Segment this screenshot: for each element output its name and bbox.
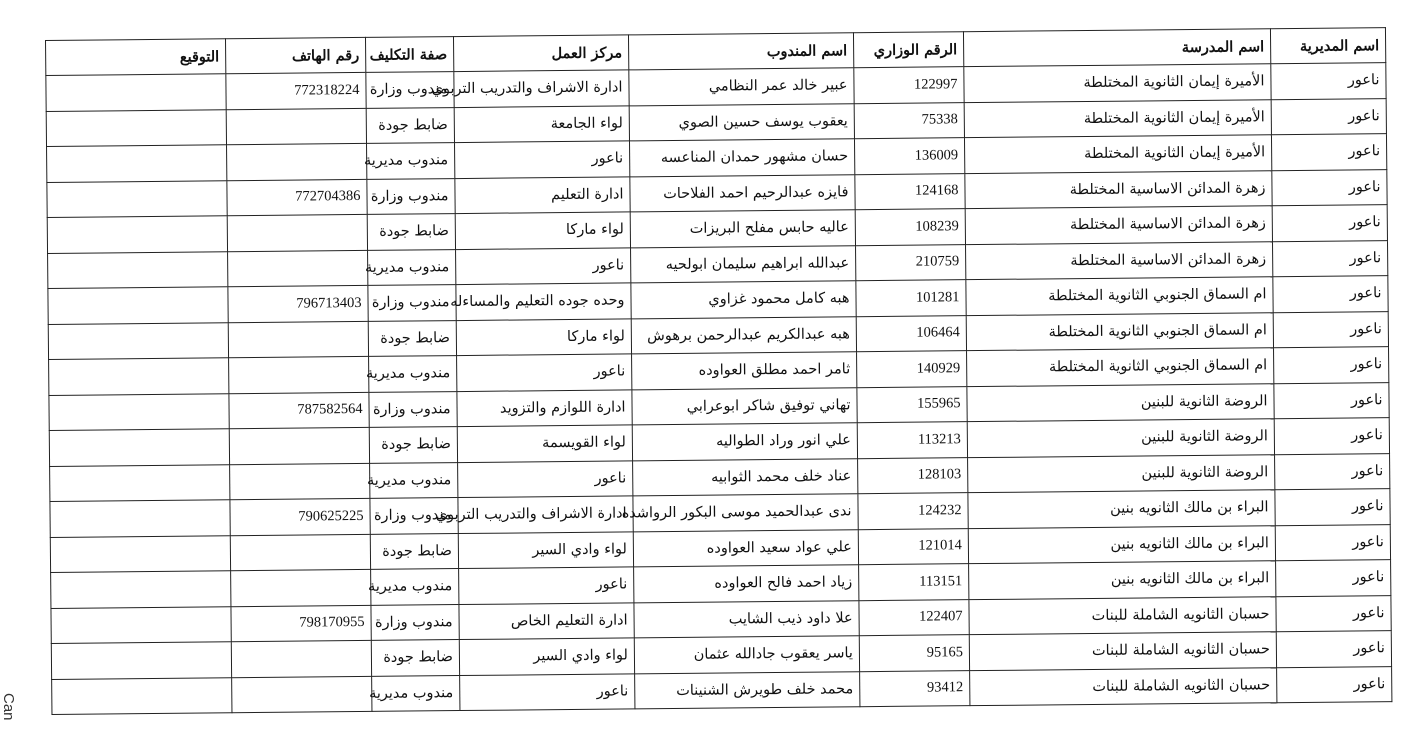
cell-school: البراء بن مالك الثانويه بنين (969, 561, 1276, 599)
cell-signature (49, 358, 229, 395)
cell-phone (227, 214, 367, 251)
cell-phone (228, 250, 368, 287)
cell-work-center: لواء الجامعة (454, 105, 629, 142)
cell-delegate: حسان مشهور حمدان المناعسه (629, 139, 854, 177)
cell-signature (49, 393, 229, 430)
cell-assignment: مندوب مديرية (372, 675, 460, 711)
cell-ministry-number: 101281 (856, 280, 966, 317)
cell-delegate: علي عواد سعيد العواوده (633, 529, 858, 567)
cell-school: حسبان الثانويه الشاملة للبنات (969, 596, 1276, 634)
cell-ministry-number: 121014 (858, 528, 968, 565)
cell-work-center: لواء وادي السير (459, 638, 634, 675)
cell-school: الأميرة إيمان الثانوية المختلطة (964, 99, 1271, 137)
cell-school: زهرة المدائن الاساسية المختلطة (965, 170, 1272, 208)
cell-directorate: ناعور (1274, 347, 1389, 384)
cell-delegate: علا داود ذيب الشايب (634, 600, 859, 638)
cell-assignment: ضابط جودة (366, 107, 454, 143)
cell-ministry-number: 108239 (855, 209, 965, 246)
cell-signature (47, 216, 227, 253)
header-assignment: صفة التكليف (365, 37, 453, 73)
cell-directorate: ناعور (1275, 489, 1390, 526)
cell-delegate: ثامر احمد مطلق العواوده (632, 352, 857, 390)
cell-signature (46, 74, 226, 111)
cell-directorate: ناعور (1272, 205, 1387, 242)
cell-assignment: مندوب مديرية (368, 249, 456, 285)
cell-signature (51, 571, 231, 608)
cell-signature (52, 677, 232, 714)
cell-directorate: ناعور (1271, 134, 1386, 171)
cell-directorate: ناعور (1273, 276, 1388, 313)
cell-signature (50, 464, 230, 501)
cell-delegate: عاليه حابس مفلح البريزات (630, 210, 855, 248)
cell-signature (51, 606, 231, 643)
table-body (46, 63, 1392, 715)
cell-phone (226, 108, 366, 145)
cell-phone (227, 143, 367, 180)
cell-assignment: مندوب مديرية (371, 569, 459, 605)
cell-work-center: ناعور (459, 567, 634, 604)
cell-signature (50, 535, 230, 572)
scanner-watermark: Can (0, 693, 17, 721)
cell-phone: 796713403 (228, 285, 368, 322)
cell-work-center: ناعور (456, 247, 631, 284)
cell-signature (48, 287, 228, 324)
cell-assignment: مندوب وزارة (368, 285, 456, 321)
cell-phone (230, 534, 370, 571)
cell-signature (47, 145, 227, 182)
cell-delegate: يعقوب يوسف حسين الصوي (629, 103, 854, 141)
cell-work-center: ناعور (457, 354, 632, 391)
cell-phone: 772318224 (226, 72, 366, 109)
cell-ministry-number: 106464 (856, 315, 966, 352)
cell-work-center: ادارة اللوازم والتزويد (457, 389, 632, 426)
cell-signature (48, 251, 228, 288)
cell-phone: 790625225 (230, 498, 370, 535)
cell-assignment: مندوب مديرية (369, 356, 457, 392)
cell-school: زهرة المدائن الاساسية المختلطة (966, 241, 1273, 279)
cell-work-center: ادارة التعليم الخاص (459, 602, 634, 639)
header-ministry-number: الرقم الوزاري (853, 32, 963, 68)
cell-school: حسبان الثانويه الشاملة للبنات (969, 632, 1276, 670)
cell-directorate: ناعور (1271, 63, 1386, 100)
cell-ministry-number: 75338 (854, 102, 964, 139)
cell-phone (231, 569, 371, 606)
cell-work-center: ادارة الاشراف والتدريب التربوي (454, 70, 629, 107)
cell-delegate: تهاني توفيق شاكر ابوعرابي (632, 387, 857, 425)
cell-ministry-number: 95165 (859, 635, 969, 672)
cell-ministry-number: 122997 (854, 67, 964, 104)
cell-delegate: محمد خلف طويرش الشنينات (635, 671, 860, 709)
cell-delegate: عناد خلف محمد الثوابيه (633, 458, 858, 496)
cell-school: الروضة الثانوية للبنين (967, 419, 1274, 457)
cell-phone (228, 321, 368, 358)
cell-directorate: ناعور (1273, 311, 1388, 348)
cell-signature (48, 322, 228, 359)
cell-school: البراء بن مالك الثانويه بنين (968, 490, 1275, 528)
cell-delegate: ندى عبدالحميد موسى البكور الرواشده (633, 494, 858, 532)
cell-school: حسبان الثانويه الشاملة للبنات (970, 667, 1277, 705)
cell-delegate: هبه عبدالكريم عبدالرحمن برهوش (631, 316, 856, 354)
cell-ministry-number: 155965 (857, 386, 967, 423)
cell-work-center: لواء وادي السير (458, 531, 633, 568)
cell-ministry-number: 124232 (858, 493, 968, 530)
header-directorate: اسم المديرية (1270, 28, 1385, 64)
cell-work-center: ادارة التعليم (455, 176, 630, 213)
cell-assignment: مندوب وزارة (370, 498, 458, 534)
cell-phone (231, 640, 371, 677)
cell-school: ام السماق الجنوبي الثانوية المختلطة (966, 312, 1273, 350)
cell-phone (229, 356, 369, 393)
cell-work-center: ناعور (458, 460, 633, 497)
cell-school: ام السماق الجنوبي الثانوية المختلطة (967, 348, 1274, 386)
header-school: اسم المدرسة (963, 29, 1270, 67)
cell-assignment: ضابط جودة (371, 640, 459, 676)
cell-directorate: ناعور (1272, 169, 1387, 206)
cell-school: ام السماق الجنوبي الثانوية المختلطة (966, 277, 1273, 315)
cell-assignment: مندوب وزارة (371, 604, 459, 640)
cell-delegate: ياسر يعقوب جادالله عثمان (634, 636, 859, 674)
cell-signature (51, 642, 231, 679)
cell-signature (50, 500, 230, 537)
cell-ministry-number: 122407 (859, 599, 969, 636)
cell-delegate: علي انور وراد الطواليه (632, 423, 857, 461)
header-delegate: اسم المندوب (628, 33, 853, 70)
cell-assignment: ضابط جودة (367, 214, 455, 250)
cell-delegate: فايزه عبدالرحيم احمد الفلاحات (630, 174, 855, 212)
cell-assignment: مندوب مديرية (367, 143, 455, 179)
cell-ministry-number: 136009 (854, 138, 964, 175)
cell-directorate: ناعور (1272, 240, 1387, 277)
cell-delegate: هبه كامل محمود غزاوي (631, 281, 856, 319)
header-signature: التوقيع (46, 39, 226, 76)
cell-ministry-number: 210759 (856, 244, 966, 281)
cell-delegate: عبير خالد عمر النظامي (629, 68, 854, 106)
cell-assignment: مندوب وزارة (366, 72, 454, 108)
cell-phone (230, 463, 370, 500)
cell-directorate: ناعور (1274, 382, 1389, 419)
cell-assignment: مندوب وزارة (367, 178, 455, 214)
cell-work-center: لواء القويسمة (457, 425, 632, 462)
cell-directorate: ناعور (1271, 98, 1386, 135)
cell-ministry-number: 113151 (859, 564, 969, 601)
cell-directorate: ناعور (1276, 595, 1391, 632)
cell-ministry-number: 124168 (855, 173, 965, 210)
cell-work-center: لواء ماركا (455, 212, 630, 249)
cell-school: الأميرة إيمان الثانوية المختلطة (964, 64, 1271, 102)
cell-work-center: ناعور (460, 673, 635, 710)
cell-school: البراء بن مالك الثانويه بنين (968, 525, 1275, 563)
cell-signature (46, 109, 226, 146)
cell-assignment: مندوب مديرية (370, 462, 458, 498)
cell-school: الأميرة إيمان الثانوية المختلطة (964, 135, 1271, 173)
cell-work-center: ناعور (455, 141, 630, 178)
cell-delegate: زياد احمد فالح العواوده (634, 565, 859, 603)
cell-work-center: لواء ماركا (456, 318, 631, 355)
cell-phone (232, 676, 372, 713)
cell-assignment: مندوب وزارة (369, 391, 457, 427)
cell-ministry-number: 140929 (857, 351, 967, 388)
cell-school: الروضة الثانوية للبنين (967, 383, 1274, 421)
cell-phone: 772704386 (227, 179, 367, 216)
cell-phone (229, 427, 369, 464)
cell-directorate: ناعور (1275, 524, 1390, 561)
cell-ministry-number: 128103 (858, 457, 968, 494)
cell-directorate: ناعور (1276, 560, 1391, 597)
delegates-table (45, 27, 1392, 715)
cell-signature (49, 429, 229, 466)
cell-directorate: ناعور (1275, 453, 1390, 490)
cell-delegate: عبدالله ابراهيم سليمان ابولحيه (631, 245, 856, 283)
cell-directorate: ناعور (1276, 631, 1391, 668)
cell-phone: 787582564 (229, 392, 369, 429)
cell-assignment: ضابط جودة (370, 533, 458, 569)
cell-assignment: ضابط جودة (369, 427, 457, 463)
cell-directorate: ناعور (1274, 418, 1389, 455)
cell-ministry-number: 113213 (857, 422, 967, 459)
header-work-center: مركز العمل (453, 35, 628, 72)
cell-phone: 798170955 (231, 605, 371, 642)
cell-school: الروضة الثانوية للبنين (968, 454, 1275, 492)
cell-signature (47, 180, 227, 217)
cell-work-center: ادارة الاشراف والتدريب التربوي (458, 496, 633, 533)
cell-school: زهرة المدائن الاساسية المختلطة (965, 206, 1272, 244)
cell-directorate: ناعور (1277, 666, 1392, 703)
cell-assignment: ضابط جودة (368, 320, 456, 356)
cell-work-center: وحده جوده التعليم والمساءله (456, 283, 631, 320)
cell-ministry-number: 93412 (860, 670, 970, 707)
header-phone: رقم الهاتف (225, 37, 365, 73)
